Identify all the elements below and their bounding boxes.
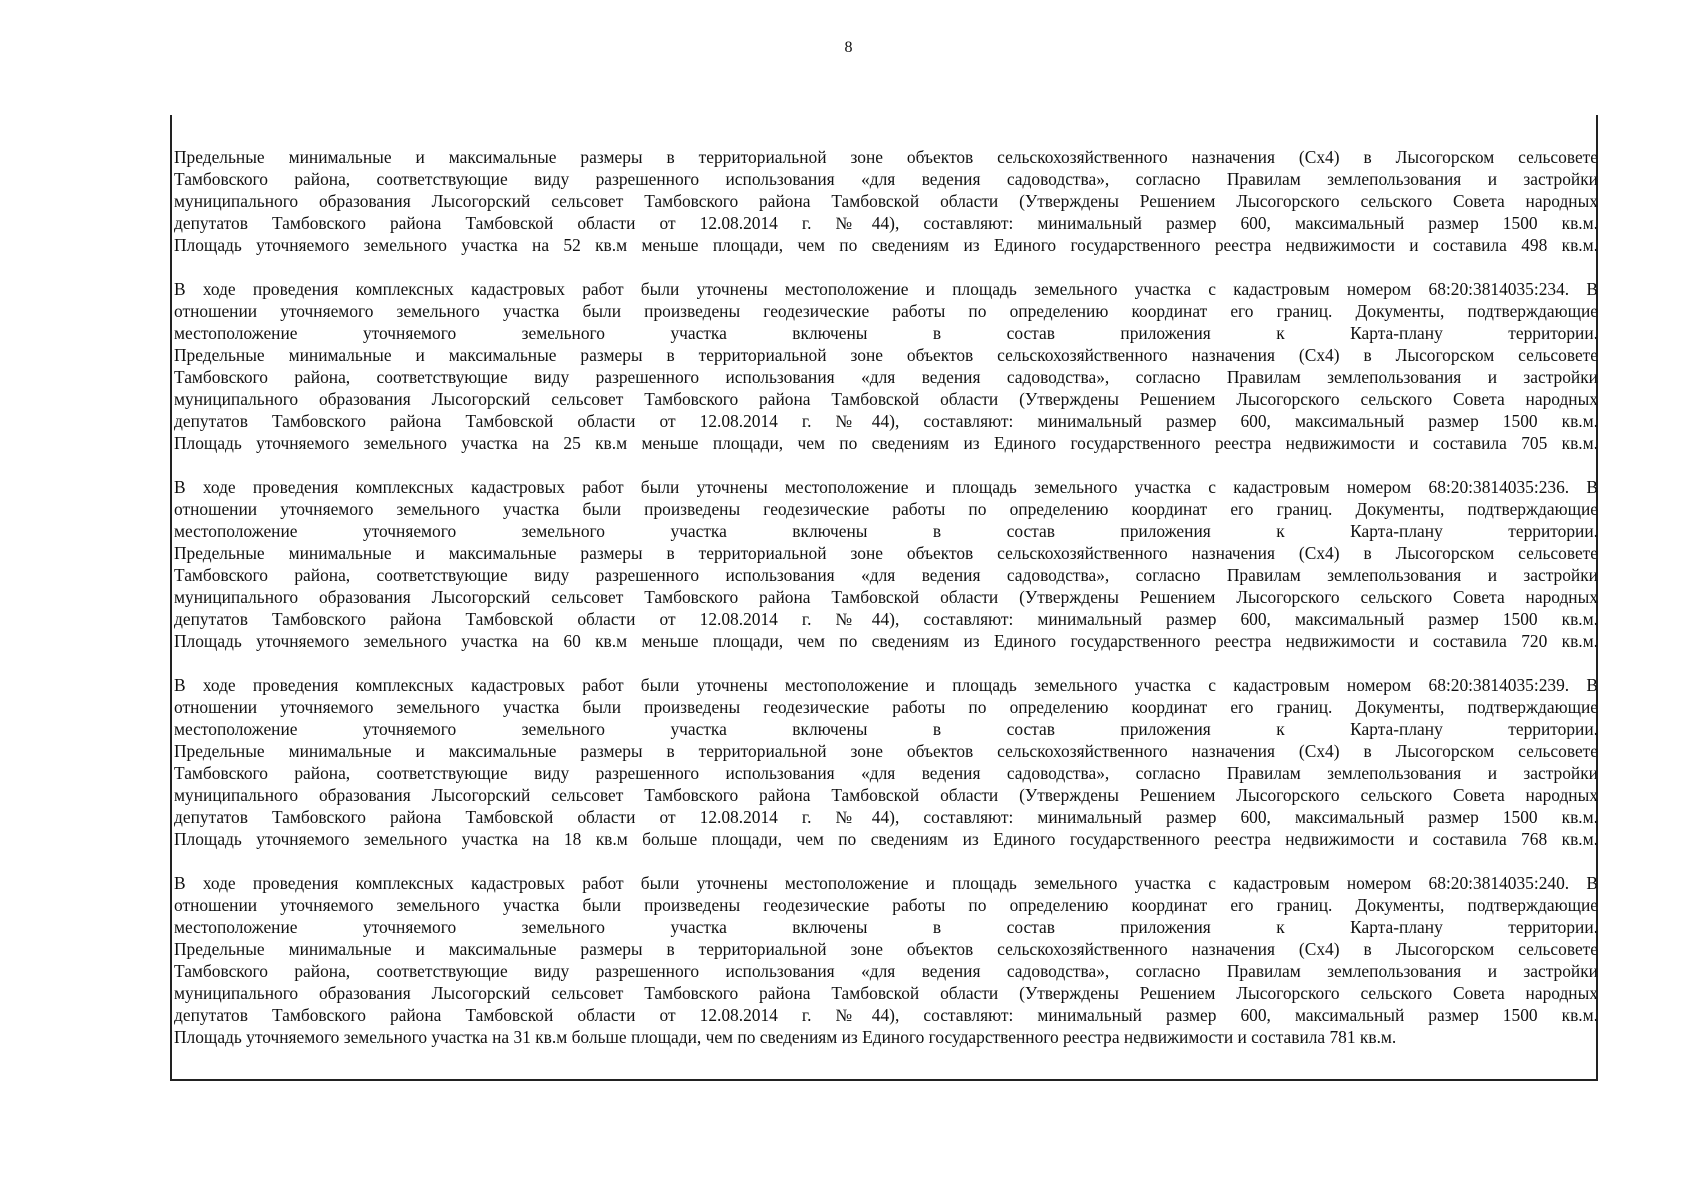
text-line: муниципального образования Лысогорский сельсовет Тамбовского района Тамбовской области (Утверждены Решением Лысогорского сельского Совета народных: [174, 983, 1598, 1003]
text-line: Тамбовского района, соответствующие виду разрешенного использования «для ведения садоводства», согласно Правилам землепользования и застройки: [174, 961, 1598, 981]
text-line: отношении уточняемого земельного участка были произведены геодезические работы по определению координат его границ. Документы, подтверждающие: [174, 697, 1598, 717]
text-line: Предельные минимальные и максимальные размеры в территориальной зоне объектов сельскохозяйственного назначения (Сх4) в Лысогорском сельсовете: [174, 345, 1598, 365]
text-line: местоположение уточняемого земельного участка включены в состав приложения к Карта-плану территории.: [174, 917, 1598, 937]
page-number: 8: [844, 39, 853, 56]
text-line: отношении уточняемого земельного участка были произведены геодезические работы по определению координат его границ. Документы, подтверждающие: [174, 499, 1598, 519]
text-line: Тамбовского района, соответствующие виду разрешенного использования «для ведения садоводства», согласно Правилам землепользования и застройки: [174, 565, 1598, 585]
text-line: Предельные минимальные и максимальные размеры в территориальной зоне объектов сельскохозяйственного назначения (Сх4) в Лысогорском сельсовете: [174, 939, 1598, 959]
text-line: муниципального образования Лысогорский сельсовет Тамбовского района Тамбовской области (Утверждены Решением Лысогорского сельского Совета народных: [174, 389, 1598, 409]
text-line: местоположение уточняемого земельного участка включены в состав приложения к Карта-плану территории.: [174, 521, 1598, 541]
text-line: муниципального образования Лысогорский сельсовет Тамбовского района Тамбовской области (Утверждены Решением Лысогорского сельского Совета народных: [174, 587, 1598, 607]
text-line: Площадь уточняемого земельного участка на 31 кв.м больше площади, чем по сведениям из Единого государственного реестра недвижимости и составила 781 кв.м.: [174, 1027, 1397, 1047]
text-line: отношении уточняемого земельного участка были произведены геодезические работы по определению координат его границ. Документы, подтверждающие: [174, 895, 1598, 915]
paragraph: [174, 278, 1598, 454]
text-line: Предельные минимальные и максимальные размеры в территориальной зоне объектов сельскохозяйственного назначения (Сх4) в Лысогорском сельсовете: [174, 543, 1598, 563]
paragraph: [174, 476, 1598, 652]
text-line: Площадь уточняемого земельного участка на 25 кв.м меньше площади, чем по сведениям из Единого государственного реестра недвижимости и составила 705 кв.м.: [174, 433, 1598, 453]
paragraph: [174, 674, 1598, 850]
text-line: Предельные минимальные и максимальные размеры в территориальной зоне объектов сельскохозяйственного назначения (Сх4) в Лысогорском сельсовете: [174, 741, 1598, 761]
text-line: Тамбовского района, соответствующие виду разрешенного использования «для ведения садоводства», согласно Правилам землепользования и застройки: [174, 763, 1598, 783]
text-line: Предельные минимальные и максимальные размеры в территориальной зоне объектов сельскохозяйственного назначения (Сх4) в Лысогорском сельсовете: [174, 147, 1598, 167]
text-line: Тамбовского района, соответствующие виду разрешенного использования «для ведения садоводства», согласно Правилам землепользования и застройки: [174, 367, 1598, 387]
text-line: В ходе проведения комплексных кадастровых работ были уточнены местоположение и площадь земельного участка с кадастровым номером 68:20:3814035:240. В: [174, 873, 1598, 893]
text-line: депутатов Тамбовского района Тамбовской области от 12.08.2014 г. №44), составляют: минимальный размер 600, максимальный размер 1500 кв.м.: [174, 1005, 1598, 1025]
text-line: депутатов Тамбовского района Тамбовской области от 12.08.2014 г. №44), составляют: минимальный размер 600, максимальный размер 1500 кв.м.: [174, 609, 1598, 629]
text-line: депутатов Тамбовского района Тамбовской области от 12.08.2014 г. №44), составляют: минимальный размер 600, максимальный размер 1500 кв.м.: [174, 807, 1598, 827]
text-line: муниципального образования Лысогорский сельсовет Тамбовского района Тамбовской области (Утверждены Решением Лысогорского сельского Совета народных: [174, 785, 1598, 805]
text-line: В ходе проведения комплексных кадастровых работ были уточнены местоположение и площадь земельного участка с кадастровым номером 68:20:3814035:234. В: [174, 279, 1598, 299]
document-body: [174, 146, 1598, 1070]
text-line: Площадь уточняемого земельного участка на 60 кв.м меньше площади, чем по сведениям из Единого государственного реестра недвижимости и составила 720 кв.м.: [174, 631, 1598, 651]
text-line: местоположение уточняемого земельного участка включены в состав приложения к Карта-плану территории.: [174, 323, 1598, 343]
text-line: отношении уточняемого земельного участка были произведены геодезические работы по определению координат его границ. Документы, подтверждающие: [174, 301, 1598, 321]
text-line: Площадь уточняемого земельного участка на 52 кв.м меньше площади, чем по сведениям из Единого государственного реестра недвижимости и составила 498 кв.м.: [174, 235, 1598, 255]
text-line: депутатов Тамбовского района Тамбовской области от 12.08.2014 г. №44), составляют: минимальный размер 600, максимальный размер 1500 кв.м.: [174, 411, 1598, 431]
text-line: Тамбовского района, соответствующие виду разрешенного использования «для ведения садоводства», согласно Правилам землепользования и застройки: [174, 169, 1598, 189]
text-line: муниципального образования Лысогорский сельсовет Тамбовского района Тамбовской области (Утверждены Решением Лысогорского сельского Совета народных: [174, 191, 1598, 211]
text-line: Площадь уточняемого земельного участка на 18 кв.м больше площади, чем по сведениям из Единого государственного реестра недвижимости и составила 768 кв.м.: [174, 829, 1598, 849]
text-line: местоположение уточняемого земельного участка включены в состав приложения к Карта-плану территории.: [174, 719, 1598, 739]
text-line: депутатов Тамбовского района Тамбовской области от 12.08.2014 г. №44), составляют: минимальный размер 600, максимальный размер 1500 кв.м.: [174, 213, 1598, 233]
text-line: В ходе проведения комплексных кадастровых работ были уточнены местоположение и площадь земельного участка с кадастровым номером 68:20:3814035:236. В: [174, 477, 1598, 497]
text-line: В ходе проведения комплексных кадастровых работ были уточнены местоположение и площадь земельного участка с кадастровым номером 68:20:3814035:239. В: [174, 675, 1598, 695]
paragraph: [174, 872, 1598, 1048]
paragraph: [174, 146, 1598, 256]
